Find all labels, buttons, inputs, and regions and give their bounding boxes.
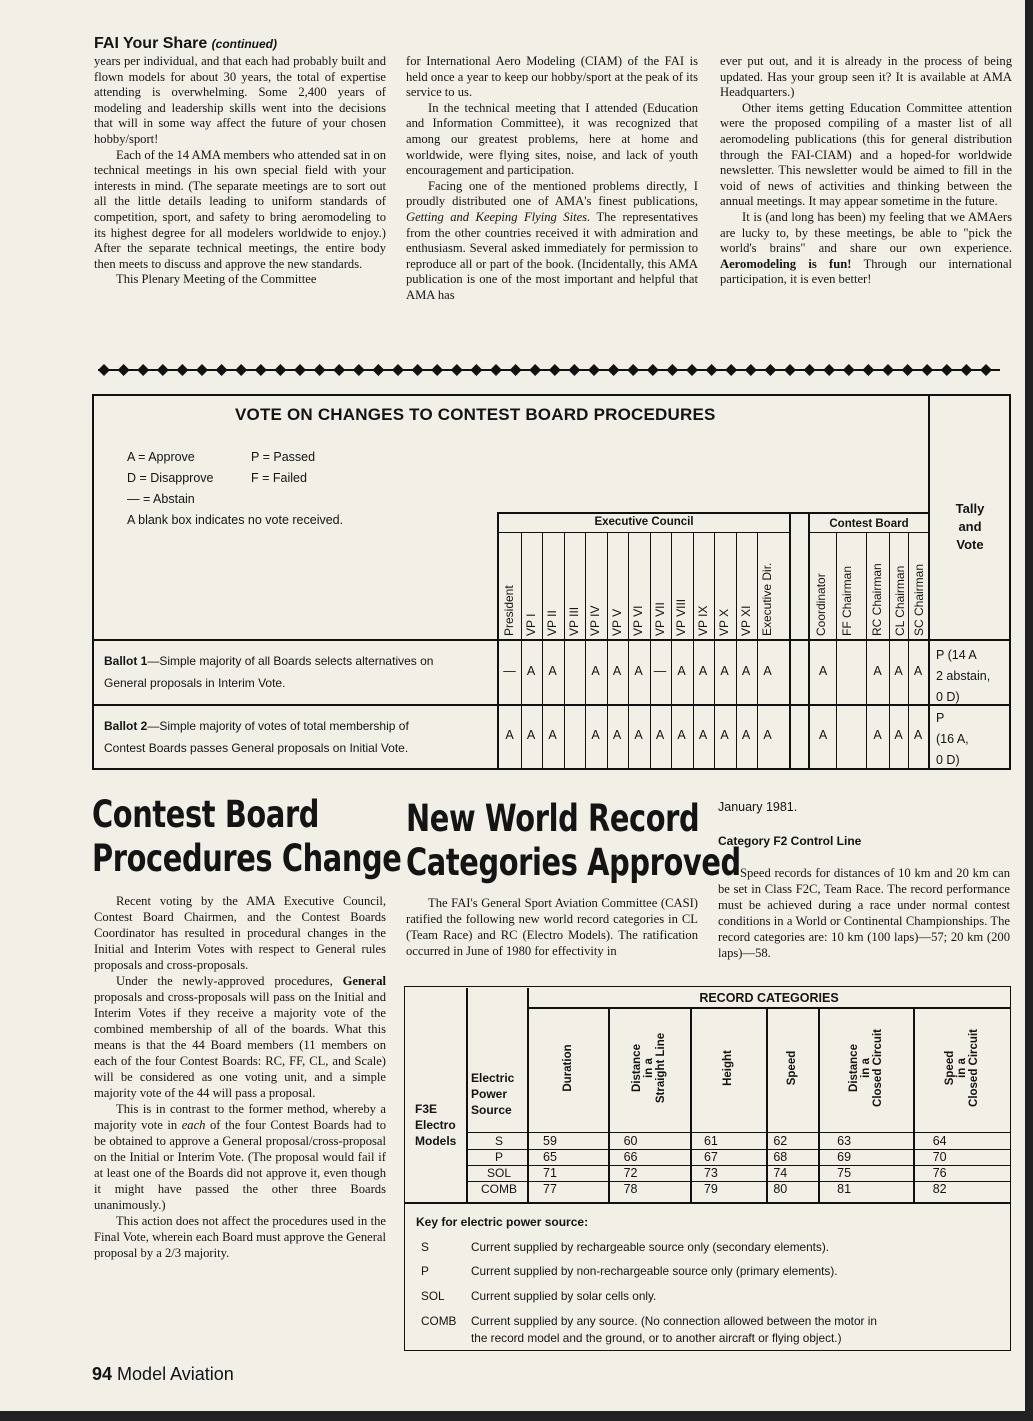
divider-diamond xyxy=(941,364,953,376)
magazine-name: Model Aviation xyxy=(117,1364,234,1384)
grid-line xyxy=(94,639,1011,641)
grid-line xyxy=(94,704,1011,706)
class-label xyxy=(415,1101,456,1149)
divider-diamond xyxy=(431,364,443,376)
divider-diamond xyxy=(764,364,776,376)
divider-diamond xyxy=(588,364,600,376)
power-source-header xyxy=(471,1070,514,1118)
tally-header-line: Vote xyxy=(956,537,984,552)
header-line: Duration xyxy=(562,1044,574,1092)
exec-column-header: VP V xyxy=(609,608,624,636)
vote-cell: A xyxy=(698,728,708,742)
vote-cell: A xyxy=(894,728,903,742)
exec-column-header: VP XI xyxy=(738,605,753,636)
paragraph: Speed records for distances of 10 km and 20 km can be set in Class F2C, Team Race. The record performance must be achieved during a race under normal contest conditions in a World or Continental Championships. The record categories are: 10 km (100 laps)—57; 20 km (200 laps)—58. xyxy=(718,866,1010,960)
record-number-cell: 77 xyxy=(543,1182,557,1196)
tally-line: (16 A, xyxy=(936,732,969,746)
paragraph: years per individual, and that each had probably built and flown models for about 30 years, the total of expertise attending is overwhelming. Some 2,400 years of modeling and leadership skills went into the decisions that will in some way affect the future of your chosen hobby/sport! xyxy=(94,54,386,146)
divider-diamond xyxy=(412,364,424,376)
vote-cell: A xyxy=(634,664,643,678)
record-number-cell: 81 xyxy=(837,1182,852,1196)
vote-cell: A xyxy=(763,664,772,678)
exec-column-header: VP X xyxy=(717,608,731,636)
article-1-body xyxy=(94,893,386,1261)
power-source-cell: COMB xyxy=(481,1182,517,1196)
contest-board-column-header: Coordinator xyxy=(814,573,828,636)
divider-diamond xyxy=(235,364,247,376)
diamond-divider xyxy=(98,364,1000,376)
key-code: S xyxy=(421,1240,429,1254)
divider-diamond xyxy=(725,364,737,376)
article-1-title xyxy=(92,793,401,881)
record-number-cell: 69 xyxy=(837,1150,852,1164)
legend-blank-note: A blank box indicates no vote received. xyxy=(127,513,344,527)
paragraph: for International Aero Modeling (CIAM) of the FAI is held once a year to keep our hobby/sport at the peak of its service to us. xyxy=(406,54,698,100)
record-column-header xyxy=(944,1012,980,1124)
paragraph: Recent voting by the AMA Executive Council, Contest Board Chairmen, and the Contest Boards Coordinator has resulted in procedural changes in the Initial and Interim Votes with respect to General rules proposals and cross-proposals. xyxy=(94,894,386,972)
class-line: Electro xyxy=(415,1118,456,1132)
divider-diamond xyxy=(706,364,718,376)
page-edge-bottom xyxy=(0,1411,1033,1421)
vote-table-title: VOTE ON CHANGES TO CONTEST BOARD PROCEDURES xyxy=(235,405,716,424)
class-line: Models xyxy=(415,1134,457,1148)
record-number-cell: 75 xyxy=(837,1166,852,1180)
record-number-cell: 66 xyxy=(623,1150,638,1164)
paragraph: This Plenary Meeting of the Committee xyxy=(116,272,317,287)
tally-line: P xyxy=(936,711,945,725)
category-heading: Category F2 Control Line xyxy=(718,834,862,848)
paragraph: In the technical meeting that I attended (Education and Information Committee), it was recognized that among our greatest problems, here at home and worldwide, were flying sites, noise, and lack of youth encouragement and participation. xyxy=(406,100,698,178)
exec-column-header: VP IX xyxy=(695,605,710,636)
legend-abstain: — = Abstain xyxy=(127,492,195,506)
divider-diamond xyxy=(451,364,463,376)
page-edge-right xyxy=(1025,0,1033,1421)
vote-cell: A xyxy=(591,728,600,742)
key-description: the record model and the ground, or to another aircraft or flying object.) xyxy=(471,1331,842,1345)
header-line: Speed xyxy=(943,1050,956,1086)
vote-cell: A xyxy=(505,728,514,742)
record-number-cell: 67 xyxy=(703,1150,718,1164)
vote-cell: A xyxy=(913,664,923,678)
record-number-cell: 79 xyxy=(703,1182,718,1196)
emphasis-text: each xyxy=(181,1118,206,1132)
vote-cell: A xyxy=(655,728,665,742)
record-number-cell: 80 xyxy=(773,1182,788,1196)
vote-cell: A xyxy=(741,728,751,742)
record-categories-heading: RECORD CATEGORIES xyxy=(699,991,839,1005)
record-number-cell: 60 xyxy=(623,1134,638,1148)
paragraph-text: proposals and cross-proposals will pass on the Initial and Interim Votes if they receive a majority vote of the combined membership of all of the boards. What this means is that the 44 Board members (11 members on each of the four Contest Boards: RC, FF, CL, and Scale) will be considered as one voting unit, and a simple majority vote of the 44 will pass a proposal. xyxy=(94,990,386,1100)
divider-diamond xyxy=(686,364,698,376)
paragraph-text: Facing one of the mentioned problems directly, I proudly distributed one of AMA's finest publications, xyxy=(406,178,698,209)
vote-cell: A xyxy=(720,728,729,742)
paragraph-text: It is (and long has been) my feeling that we AMAers are lucky to, by these meetings, be able to "pick the world's brains" and share our own experience. xyxy=(720,209,1012,256)
divider-diamond xyxy=(176,364,188,376)
power-source-cell: P xyxy=(494,1150,503,1164)
grid-line xyxy=(466,1132,1011,1133)
vote-cell: A xyxy=(612,728,622,742)
tally-line: 0 D) xyxy=(936,753,960,767)
record-number-cell: 71 xyxy=(543,1166,557,1180)
paragraph-text: Under the newly-approved procedures, xyxy=(116,974,333,988)
title-line: New World Record xyxy=(406,797,700,840)
ballot-name: Ballot 2 xyxy=(104,719,148,733)
power-source-cell: SOL xyxy=(486,1166,511,1180)
legend-failed: F = Failed xyxy=(251,471,307,485)
page-number: 94 xyxy=(92,1364,113,1384)
divider-diamond xyxy=(960,364,972,376)
divider-diamond xyxy=(98,364,110,376)
header-line: in a xyxy=(859,1058,872,1078)
paragraph: This action does not affect the procedures used in the Final Vote, wherein each Board must approve the General proposal by a 2/3 majority. xyxy=(94,1214,386,1260)
divider-diamond xyxy=(568,364,580,376)
header-line: Closed Circuit xyxy=(871,1029,884,1107)
paragraph: Each of the 14 AMA members who attended sat in on technical meetings in his own special field with your interests in mind. (The separate meetings are to sort out all the little details leading to uniform standards of competition, sport, and safety to bring aeromodeling to its highest degree for all modelers worldwide to enjoy.) After the separate technical meetings, the entire body then meets to discuss and approve the new standards. xyxy=(94,147,387,271)
exec-column-header: VP VI xyxy=(631,605,645,636)
record-number-cell: 72 xyxy=(623,1166,638,1180)
key-title: Key for electric power source: xyxy=(416,1215,589,1229)
header-line: Distance xyxy=(631,1044,643,1092)
vote-cell: A xyxy=(894,664,903,678)
title-line: Categories Approved xyxy=(406,841,741,884)
tally-line: P (14 A xyxy=(936,648,977,662)
header-line: Source xyxy=(471,1103,512,1117)
ballot-name: Ballot 1 xyxy=(104,654,148,668)
record-column-header xyxy=(722,1012,734,1124)
vote-cell: A xyxy=(763,728,772,742)
record-number-cell: 73 xyxy=(703,1166,718,1180)
divider-diamond xyxy=(333,364,345,376)
vote-cell: A xyxy=(677,728,686,742)
key-description: Current supplied by rechargeable source only (secondary elements). xyxy=(471,1240,830,1254)
exec-column-header: VP IV xyxy=(588,605,602,636)
emphasis-text: General xyxy=(342,974,386,988)
record-number-cell: 82 xyxy=(932,1182,947,1196)
divider-diamond xyxy=(216,364,228,376)
divider-diamond xyxy=(490,364,502,376)
grid-line xyxy=(836,533,837,768)
exec-column-header: VP VII xyxy=(652,602,667,636)
tally-divider xyxy=(928,396,930,768)
divider-diamond xyxy=(608,364,620,376)
contest-board-column-header: RC Chairman xyxy=(870,563,884,636)
tally-line: 0 D) xyxy=(936,690,960,704)
exec-column-header: VP II xyxy=(545,610,559,636)
divider-diamond xyxy=(294,364,306,376)
divider-diamond xyxy=(353,364,365,376)
key-description: Current supplied by any source. (No connection allowed between the motor in xyxy=(471,1314,877,1328)
contest-board-column-header: FF Chairman xyxy=(840,565,854,636)
divider-diamond xyxy=(196,364,208,376)
grid-line xyxy=(527,1007,1011,1009)
contest-board-header: Contest Board xyxy=(829,518,909,530)
executive-council-header: Executive Council xyxy=(594,516,694,528)
continued-heading xyxy=(94,35,277,53)
divider-diamond xyxy=(882,364,894,376)
emphasis-text: Aeromodeling is fun! xyxy=(720,256,852,271)
record-number-cell: 63 xyxy=(837,1134,852,1148)
key-code: COMB xyxy=(421,1314,457,1328)
header-line: Distance xyxy=(847,1044,860,1092)
paragraph-text: Through our international participation, it is even better! xyxy=(720,256,1013,287)
header-line: in a xyxy=(955,1058,968,1078)
divider-diamond xyxy=(745,364,757,376)
record-number-cell: 76 xyxy=(932,1166,947,1180)
legend-passed: P = Passed xyxy=(251,450,316,464)
record-number-cell: 61 xyxy=(703,1134,718,1148)
vote-cell: — xyxy=(503,664,516,678)
divider-diamond xyxy=(510,364,522,376)
record-number-cell: 62 xyxy=(773,1134,788,1148)
grid-line xyxy=(810,532,928,533)
exec-column-header: Executive Dir. xyxy=(760,562,774,636)
vote-cell: A xyxy=(873,664,882,678)
ballot-2-label xyxy=(104,715,409,759)
exec-column-header: President xyxy=(502,585,516,636)
divider-diamond xyxy=(157,364,169,376)
record-column-header xyxy=(562,1012,574,1124)
divider-diamond xyxy=(255,364,267,376)
exec-column-header: VP I xyxy=(523,613,538,636)
divider-diamond xyxy=(549,364,561,376)
page-footer xyxy=(92,1364,234,1385)
divider-diamond xyxy=(627,364,639,376)
divider-diamond xyxy=(666,364,678,376)
tally-header xyxy=(935,500,1005,554)
vote-cell: A xyxy=(913,728,923,742)
divider-diamond xyxy=(137,364,149,376)
article-2-title xyxy=(406,797,741,885)
paragraph-text: The representatives from the other countries received it with admiration and enthusiasm. Several asked immediately for permission to reproduce all or part of the book. (Incidentally, this AMA publication is one of the most important and helpful that AMA has xyxy=(406,209,698,302)
ballot-2-tally xyxy=(936,708,969,771)
divider-diamond xyxy=(921,364,933,376)
header-line: in a xyxy=(643,1058,655,1078)
record-column-header xyxy=(848,1012,884,1124)
vote-cell: A xyxy=(548,664,557,678)
record-number-cell: 68 xyxy=(773,1150,788,1164)
paragraph-text: of the four Contest Boards had to be obtained to approve a General proposal/cross-proposal on the Initial or Interim Vote. (The proposal would fail if at least one of the Boards did not approve it, even though it might have passed the other three Boards unanimously.) xyxy=(94,1118,387,1212)
vote-legend-2 xyxy=(251,447,315,489)
class-line: F3E xyxy=(415,1102,438,1116)
key-code: SOL xyxy=(421,1289,445,1303)
grid-line xyxy=(497,512,930,514)
record-number-cell: 70 xyxy=(932,1150,947,1164)
contest-board-column-header: SC Chairman xyxy=(912,563,926,636)
paragraph: The FAI's General Sport Aviation Committee (CASI) ratified the following new world record categories in CL (Team Race) and RC (Electro Models). The ratification occurred in June of 1980 for effectivity in xyxy=(406,896,698,958)
header-line: Power xyxy=(471,1087,508,1101)
tally-header-line: Tally xyxy=(955,501,985,516)
contest-board-column-header: CL Chairman xyxy=(893,565,907,636)
vote-cell: A xyxy=(634,728,643,742)
text-column-2 xyxy=(406,54,698,304)
article-2-body xyxy=(406,895,698,959)
vote-cell: A xyxy=(591,664,600,678)
vote-cell: A xyxy=(526,664,536,678)
header-line: Speed xyxy=(786,1050,798,1086)
divider-diamond xyxy=(647,364,659,376)
grid-line xyxy=(466,988,468,1202)
key-code: P xyxy=(421,1264,429,1278)
power-source-cell: S xyxy=(494,1134,503,1148)
header-line: Straight Line xyxy=(655,1032,667,1104)
divider-diamond xyxy=(823,364,835,376)
heading-continued: (continued) xyxy=(211,37,277,51)
paragraph-text: This is in contrast to the former method, whereby a majority vote in xyxy=(94,1102,386,1132)
vote-cell: A xyxy=(818,728,828,742)
record-number-cell: 59 xyxy=(543,1134,557,1148)
divider-diamond xyxy=(980,364,992,376)
record-column-header xyxy=(786,1012,798,1124)
header-line: Closed Circuit xyxy=(967,1029,980,1107)
key-description: Current supplied by solar cells only. xyxy=(471,1289,657,1303)
publication-title: Getting and Keeping Flying Sites. xyxy=(406,209,591,224)
exec-column-header: VP VIII xyxy=(674,598,688,636)
grid-line xyxy=(789,512,791,768)
vote-cell: A xyxy=(677,664,686,678)
vote-cell: A xyxy=(741,664,751,678)
header-line: Height xyxy=(722,1050,734,1086)
ballot-text: General proposals in Interim Vote. xyxy=(104,676,286,690)
record-number-cell: 78 xyxy=(623,1182,638,1196)
grid-line xyxy=(564,533,565,768)
divider-diamond xyxy=(372,364,384,376)
divider-diamond xyxy=(529,364,541,376)
divider-diamond xyxy=(804,364,816,376)
key-description: Current supplied by non-rechargeable source only (primary elements). xyxy=(471,1264,838,1278)
divider-diamond xyxy=(784,364,796,376)
text-column-3 xyxy=(720,54,1012,288)
vote-cell: A xyxy=(612,664,622,678)
divider-diamond xyxy=(862,364,874,376)
ballot-text: —Simple majority of all Boards selects alternatives on xyxy=(147,654,434,668)
tally-header-line: and xyxy=(958,519,982,534)
divider-diamond xyxy=(843,364,855,376)
ballot-text: Contest Boards passes General proposals on Initial Vote. xyxy=(104,741,409,755)
record-number-cell: 74 xyxy=(773,1166,788,1180)
record-number-cell: 65 xyxy=(543,1150,557,1164)
ballot-1-tally xyxy=(936,645,990,708)
ballot-1-label xyxy=(104,650,433,694)
ballot-text: —Simple majority of votes of total membership of xyxy=(147,719,409,733)
legend-approve: A = Approve xyxy=(127,450,195,464)
tally-line: 2 abstain, xyxy=(936,669,991,683)
article-2-date: January 1981. xyxy=(718,800,798,814)
vote-cell: A xyxy=(526,728,536,742)
title-line: Contest Board xyxy=(92,793,320,836)
vote-cell: A xyxy=(818,664,828,678)
vote-cell: A xyxy=(548,728,557,742)
divider-diamond xyxy=(470,364,482,376)
vote-cell: A xyxy=(873,728,882,742)
divider-diamond xyxy=(314,364,326,376)
legend-disapprove: D = Disapprove xyxy=(127,471,214,485)
exec-column-header: VP III xyxy=(566,606,581,636)
paragraph: Other items getting Education Committee attention were the proposed compiling of a master list of all aeromodeling publications (this for general distribution through the FAI-CIAM) and a hoped-for worldwide newsletter. This newsletter would be aimed to fill in the void of news of activities and thinking between the annual meetings. It may appear sometime in the future. xyxy=(720,100,1012,209)
grid-line xyxy=(404,1202,1011,1204)
divider-diamond xyxy=(392,364,404,376)
paragraph: ever put out, and it is already in the process of being updated. Has your group seen it? It is available at AMA Headquarters.) xyxy=(720,54,1012,100)
record-column-header xyxy=(631,1012,667,1124)
text-column-1 xyxy=(94,54,386,288)
vote-cell: A xyxy=(698,664,708,678)
divider-diamond xyxy=(118,364,130,376)
vote-cell: A xyxy=(720,664,729,678)
divider-diamond xyxy=(274,364,286,376)
record-number-cell: 64 xyxy=(932,1134,947,1148)
vote-cell: — xyxy=(653,664,667,678)
title-line: Procedures Change xyxy=(92,837,402,880)
divider-diamond xyxy=(902,364,914,376)
heading-title: FAI Your Share xyxy=(94,35,208,52)
header-line: Electric xyxy=(471,1071,515,1085)
article-2-body-2 xyxy=(718,865,1010,961)
